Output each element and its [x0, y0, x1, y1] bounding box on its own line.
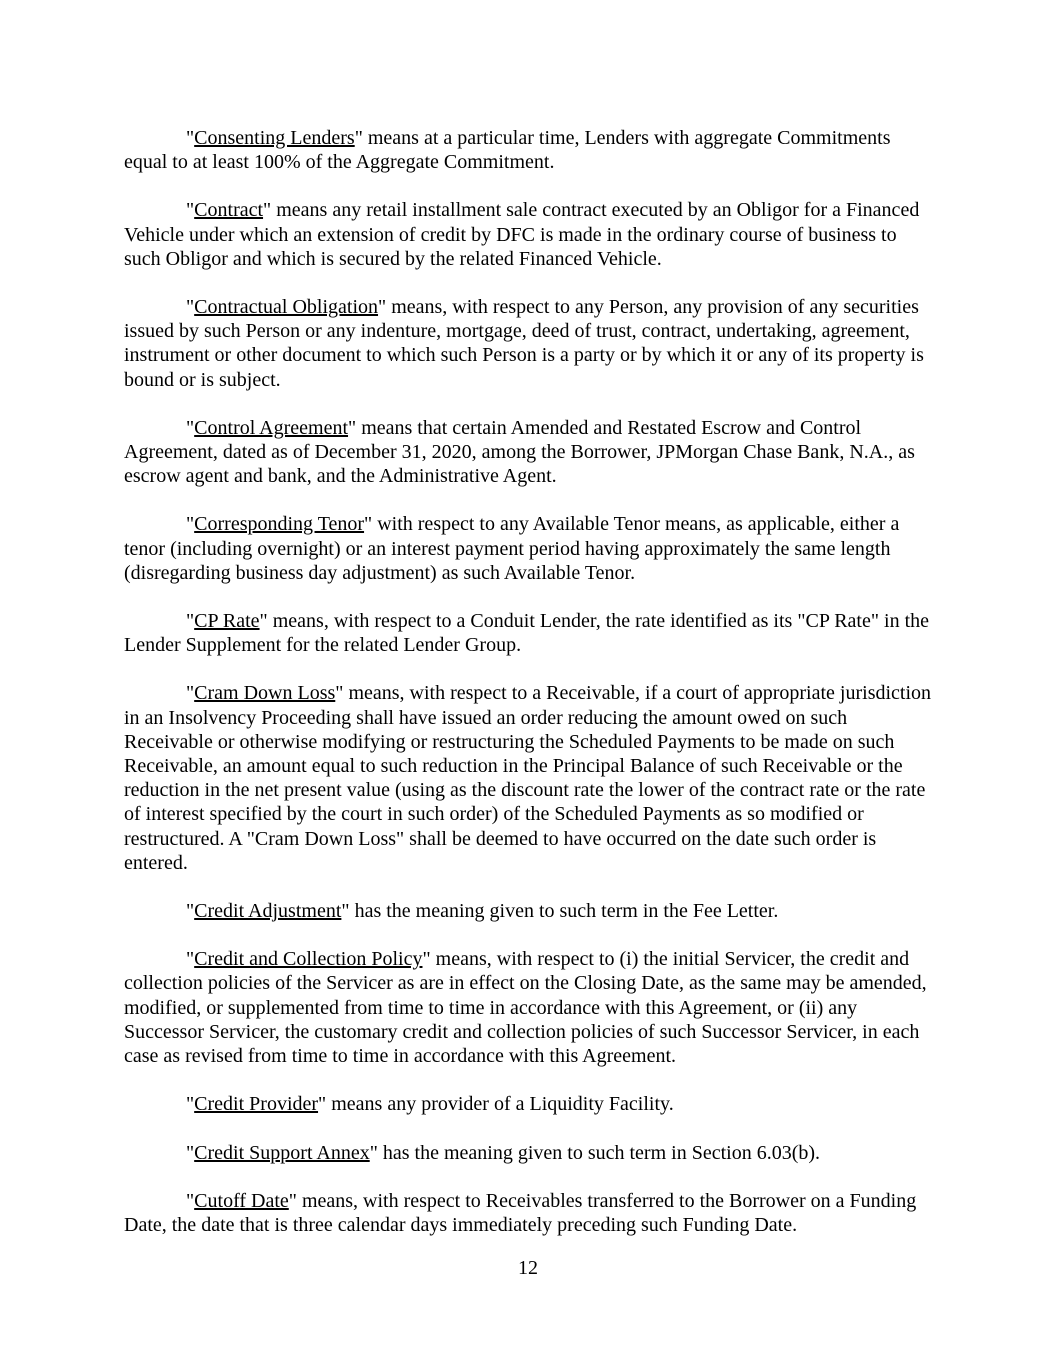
definition-paragraph	[124, 198, 932, 271]
close-quote: "	[318, 1093, 327, 1116]
open-quote: "	[186, 1189, 195, 1212]
close-quote: "	[369, 1141, 378, 1164]
defined-term: Credit Provider	[194, 1093, 319, 1116]
open-quote: "	[186, 900, 195, 923]
definition-paragraph	[124, 681, 932, 875]
defined-term: Cutoff Date	[194, 1189, 289, 1212]
definition-text: with respect to any Available Tenor means, as applicable, either a tenor (including overnight) or an interest payment period having approximately the same length (disregarding business day adjustment) as such Available Tenor.	[124, 513, 900, 584]
definition-paragraph	[124, 899, 932, 923]
open-quote: "	[186, 296, 195, 319]
definition-text: means, with respect to (i) the initial Servicer, the credit and collection policies of the Servicer as are in effect on the Closing Date, as the same may be amended, modified, or supplemented from time to time in accordance with this Agreement, or (ii) any Successor Servicer, the customary credit and collection policies of such Successor Servicer, in each case as revised from time to time in accordance with this Agreement.	[124, 948, 927, 1068]
defined-term: Corresponding Tenor	[194, 513, 365, 536]
close-quote: "	[348, 416, 357, 439]
definition-text: means, with respect to Receivables transferred to the Borrower on a Funding Date, the date that is three calendar days immediately preceding such Funding Date.	[124, 1189, 917, 1236]
close-quote: "	[259, 610, 268, 633]
close-quote: "	[422, 948, 431, 971]
definition-text: means at a particular time, Lenders with aggregate Commitments equal to at least 100% of the Aggregate Commitment.	[124, 127, 891, 174]
definition-paragraph	[124, 609, 932, 657]
close-quote: "	[364, 513, 373, 536]
defined-term: Contractual Obligation	[194, 296, 379, 319]
open-quote: "	[186, 199, 195, 222]
defined-term: Credit Adjustment	[194, 900, 342, 923]
definition-text: means that certain Amended and Restated Escrow and Control Agreement, dated as of December 31, 2020, among the Borrower, JPMorgan Chase Bank, N.A., as escrow agent and bank, and the Administrative Agent.	[124, 416, 915, 488]
open-quote: "	[186, 682, 195, 705]
defined-term: Control Agreement	[194, 416, 349, 439]
definition-text: means, with respect to a Conduit Lender, the rate identified as its "CP Rate" in the Lender Supplement for the related Lender Group.	[124, 610, 930, 657]
open-quote: "	[186, 513, 195, 536]
defined-term: CP Rate	[194, 610, 260, 633]
definition-paragraph	[124, 1189, 932, 1237]
definition-text: means, with respect to any Person, any provision of any securities issued by such Person or any indenture, mortgage, deed of trust, contract, undertaking, agreement, instrument or other document to which such Person is a party or by which it or any of its property is bound or is subject.	[124, 296, 924, 391]
definition-paragraph	[124, 1141, 932, 1165]
close-quote: "	[288, 1189, 297, 1212]
defined-term: Credit Support Annex	[194, 1141, 370, 1164]
close-quote: "	[263, 199, 272, 222]
definition-paragraph	[124, 1092, 932, 1116]
definition-text: has the meaning given to such term in the Fee Letter.	[349, 900, 779, 923]
close-quote: "	[335, 682, 344, 705]
open-quote: "	[186, 1093, 195, 1116]
definition-paragraph	[124, 512, 932, 585]
defined-term: Cram Down Loss	[194, 682, 336, 705]
definition-paragraph	[124, 295, 932, 392]
close-quote: "	[378, 296, 387, 319]
open-quote: "	[186, 1141, 195, 1164]
definition-paragraph	[124, 947, 932, 1068]
close-quote: "	[341, 900, 350, 923]
definition-text: means any retail installment sale contract executed by an Obligor for a Financed Vehicle under which an extension of credit by DFC is made in the ordinary course of business to such Obligor and which is secured by the related Financed Vehicle.	[124, 199, 920, 270]
definitions-list	[124, 126, 932, 1261]
defined-term: Consenting Lenders	[194, 127, 355, 149]
defined-term: Contract	[194, 199, 264, 222]
open-quote: "	[186, 416, 195, 439]
definition-text: has the meaning given to such term in Section 6.03(b).	[377, 1141, 821, 1164]
definition-paragraph	[124, 126, 932, 174]
open-quote: "	[186, 127, 195, 149]
page-number: 12	[518, 1257, 538, 1279]
definition-text: means any provider of a Liquidity Facility.	[326, 1093, 674, 1116]
open-quote: "	[186, 948, 195, 971]
definition-paragraph	[124, 416, 932, 489]
close-quote: "	[354, 127, 363, 149]
defined-term: Credit and Collection Policy	[194, 948, 423, 971]
definition-text: means, with respect to a Receivable, if a court of appropriate jurisdiction in an Insolvency Proceeding shall have issued an order reducing the amount owed on such Receivable or otherwise modifying or restructuring the Scheduled Payments to be made on such Receivable, an amount equal to such reduction in the Principal Balance of such Receivable or the reduction in the net present value (using as the discount rate the lower of the contract rate or the rate of interest specified by the court in such order) of the Scheduled Payments as so modified or restructured. A "Cram Down Loss" shall be deemed to have occurred on the date such order is entered.	[124, 682, 932, 874]
open-quote: "	[186, 610, 195, 633]
